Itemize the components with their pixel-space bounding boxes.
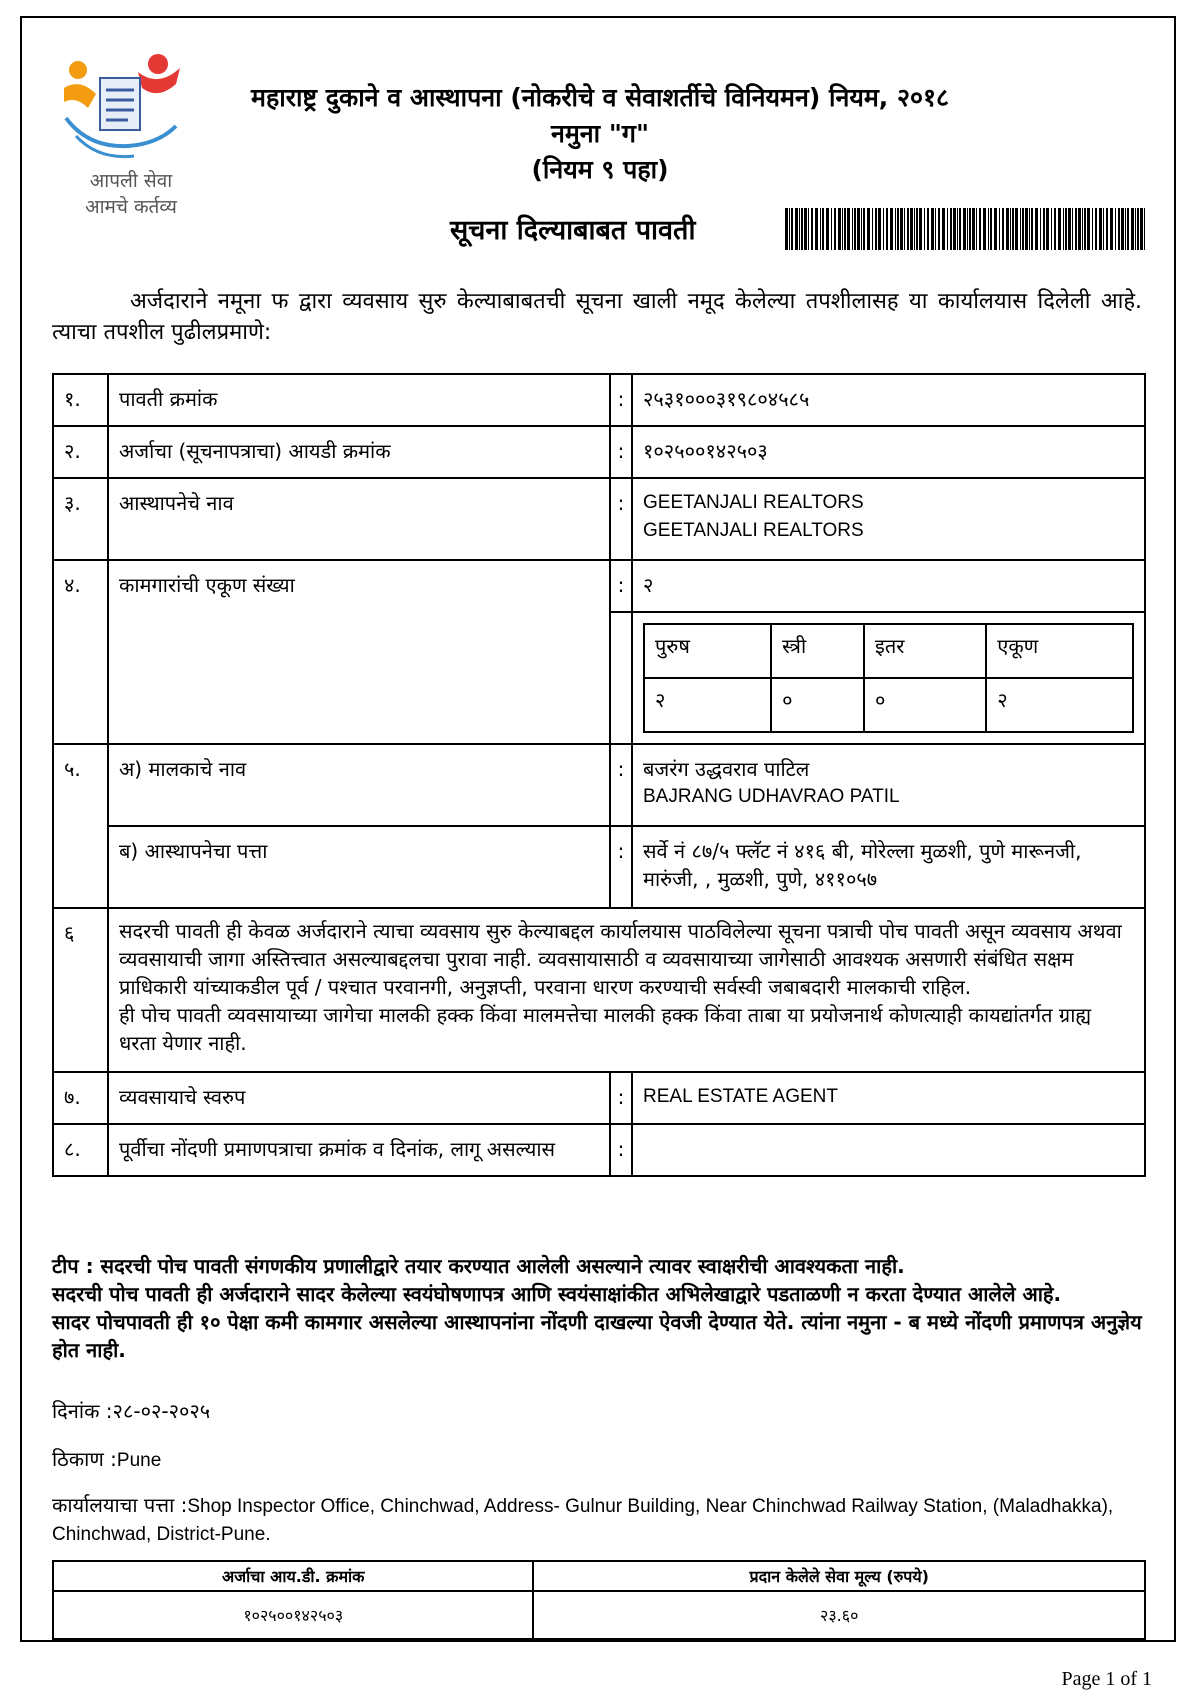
table-row <box>53 426 1145 478</box>
row-number: ६ <box>53 908 108 1072</box>
barcode-icon <box>785 208 1145 250</box>
row-number: ४. <box>53 560 108 744</box>
office-address-value: Shop Inspector Office, Chinchwad, Address- Gulnur Building, Near Chinchwad Railway Station, (Maladhakka), Chinchwad, District-Pune. <box>52 1496 1114 1545</box>
logo-line-2: आमचे कर्तव्य <box>85 196 177 218</box>
table-row <box>53 908 1145 1072</box>
rule-reference: (नियम ९ पहा) <box>531 155 669 184</box>
disclaimer-text <box>108 908 1145 1072</box>
row-colon: : <box>610 560 632 612</box>
note-line-2: सदरची पोच पावती ही अर्जदाराने सादर केलेल्या स्वयंघोषणापत्र आणि स्वयंसाक्षांकीत अभिलेखाद्वारे पडताळणी न करता देण्यात आलेले आहे. <box>52 1282 1062 1306</box>
table-row <box>53 1591 1145 1639</box>
service-fee-value: २३.६० <box>533 1591 1145 1639</box>
column-header-total: एकूण <box>986 624 1133 678</box>
disclaimer-paragraph-1: सदरची पावती ही केवळ अर्जदाराने त्याचा व्यवसाय सुरु केल्याबद्दल कार्यालयास पाठविलेल्या सूचना पत्राची पोच पावती असून व्यवसाय अथवा व्यवसायाची जागा अस्तित्त्वात असल्याबद्दलचा पुरावा नाही. व्यवसायासाठी व व्यवसायाच्या जागेसाठी आवश्यक असणारी संबंधित सक्षम प्राधिकारी यांच्याकडील पूर्व / पश्चात परवानगी, अनुज्ञप्ती, परवाना धारण करण्याची सर्वस्वी जबाबदारी मालकाची राहिल. <box>119 919 1122 999</box>
column-header-other: इतर <box>864 624 986 678</box>
table-row <box>53 1072 1145 1124</box>
application-id-value: १०२५००१४२५०३ <box>632 426 1145 478</box>
act-title: महाराष्ट्र दुकाने व आस्थापना (नोकरीचे व सेवाशर्तीचे विनियमन) नियम, २०१८ <box>251 83 949 112</box>
table-row <box>53 560 1145 612</box>
other-count: ० <box>864 678 986 732</box>
total-workers-value: २ <box>632 560 1145 612</box>
page-number: Page 1 of 1 <box>1061 1668 1152 1690</box>
row-label: ब) आस्थापनेचा पत्ता <box>108 826 610 908</box>
row-colon: : <box>610 744 632 826</box>
table-row <box>53 744 1145 826</box>
receipt-number-value: २५३१०००३१९८०४५८५ <box>632 374 1145 426</box>
table-row <box>644 624 1133 678</box>
total-count: २ <box>986 678 1133 732</box>
office-address-line <box>52 1492 1146 1548</box>
table-row <box>644 678 1133 732</box>
establishment-name-line-1: GEETANJALI REALTORS <box>643 492 864 513</box>
disclaimer-paragraph-2: ही पोच पावती व्यवसायाच्या जागेचा मालकी हक्क किंवा मालमत्तेचा मालकी हक्क किंवा ताबा या प्रयोजनार्थ कोणत्याही कायद्यांतर्गत ग्राह्य धरता येणार नाही. <box>119 1003 1092 1055</box>
male-count: २ <box>644 678 771 732</box>
row-number: ५. <box>53 744 108 908</box>
place-value: Pune <box>116 1450 162 1471</box>
row-label: आस्थापनेचे नाव <box>108 478 610 560</box>
table-row <box>53 478 1145 560</box>
fee-application-id-value: १०२५००१४२५०३ <box>53 1591 533 1639</box>
column-header-male: पुरुष <box>644 624 771 678</box>
row-colon: : <box>610 826 632 908</box>
place-line <box>52 1446 161 1474</box>
form-number: नमुना "ग" <box>550 119 649 148</box>
owner-name-value <box>632 744 1145 826</box>
row-number: ७. <box>53 1072 108 1124</box>
date-value: २८-०२-२०२५ <box>112 1399 211 1423</box>
row-number: १. <box>53 374 108 426</box>
intro-paragraph: अर्जदाराने नमूना फ द्वारा व्यवसाय सुरु केल्याबाबतची सूचना खाली नमूद केलेल्या तपशीलासह या कार्यालयास दिलेली आहे. त्याचा तपशील पुढीलप्रमाणे: <box>52 289 1142 345</box>
place-label: ठिकाण : <box>52 1447 117 1471</box>
establishment-address-value: सर्वे नं ८७/५ फ्लॅट नं ४१६ बी, मोरेल्ला मुळशी, पुणे मारूनजी, मारुंजी, , मुळशी, पुणे, ४११०५७ <box>632 826 1145 908</box>
workers-breakdown-table <box>643 623 1134 733</box>
row-number: ३. <box>53 478 108 560</box>
row-label: अर्जाचा (सूचनापत्राचा) आयडी क्रमांक <box>108 426 610 478</box>
column-header-application-id: अर्जाचा आय.डी. क्रमांक <box>53 1561 533 1591</box>
column-header-service-fee: प्रदान केलेले सेवा मूल्य (रुपये) <box>533 1561 1145 1591</box>
row-number: २. <box>53 426 108 478</box>
column-header-female: स्त्री <box>771 624 864 678</box>
owner-name-marathi: बजरंग उद्धवराव पाटिल <box>643 757 810 781</box>
note-line-3: सादर पोचपावती ही १० पेक्षा कमी कामगार असलेल्या आस्थापनांना नोंदणी दाखल्या ऐवजी देण्यात येते. त्यांना नमुना - ब मध्ये नोंदणी प्रमाणपत्र अनुज्ञेय होत नाही. <box>52 1310 1142 1362</box>
document-header <box>190 80 1010 188</box>
office-address-label: कार्यालयाचा पत्ता : <box>52 1493 188 1517</box>
table-row <box>53 826 1145 908</box>
details-table <box>52 373 1146 1177</box>
table-row <box>53 374 1145 426</box>
row-label: व्यवसायाचे स्वरुप <box>108 1072 610 1124</box>
row-label: कामगारांची एकूण संख्या <box>108 560 610 744</box>
establishment-name-value <box>632 478 1145 560</box>
logo-line-1: आपली सेवा <box>89 170 173 192</box>
row-label: पूर्वीचा नोंदणी प्रमाणपत्राचा क्रमांक व दिनांक, लागू असल्यास <box>108 1124 610 1176</box>
row-colon: : <box>610 1072 632 1124</box>
logo-tagline <box>66 168 196 220</box>
establishment-name-line-2: GEETANJALI REALTORS <box>643 520 864 541</box>
row-label: अ) मालकाचे नाव <box>108 744 610 826</box>
previous-registration-value <box>632 1124 1145 1176</box>
table-row <box>53 1561 1145 1591</box>
table-row <box>53 1124 1145 1176</box>
receipt-title: सूचना दिल्याबाबत पावती <box>450 215 696 246</box>
note-section <box>52 1252 1146 1364</box>
female-count: ० <box>771 678 864 732</box>
row-colon: : <box>610 374 632 426</box>
date-line <box>52 1398 210 1424</box>
business-nature-value: REAL ESTATE AGENT <box>632 1072 1145 1124</box>
owner-name-english: BAJRANG UDHAVRAO PATIL <box>643 786 900 807</box>
row-colon: : <box>610 478 632 560</box>
note-line-1: टीप : सदरची पोच पावती संगणकीय प्रणालीद्वारे तयार करण्यात आलेली असल्याने त्यावर स्वाक्षरीची आवश्यकता नाही. <box>52 1254 905 1278</box>
row-colon: : <box>610 426 632 478</box>
row-label: पावती क्रमांक <box>108 374 610 426</box>
row-colon: : <box>610 1124 632 1176</box>
date-label: दिनांक : <box>52 1399 113 1423</box>
fee-table <box>52 1560 1146 1640</box>
row-number: ८. <box>53 1124 108 1176</box>
